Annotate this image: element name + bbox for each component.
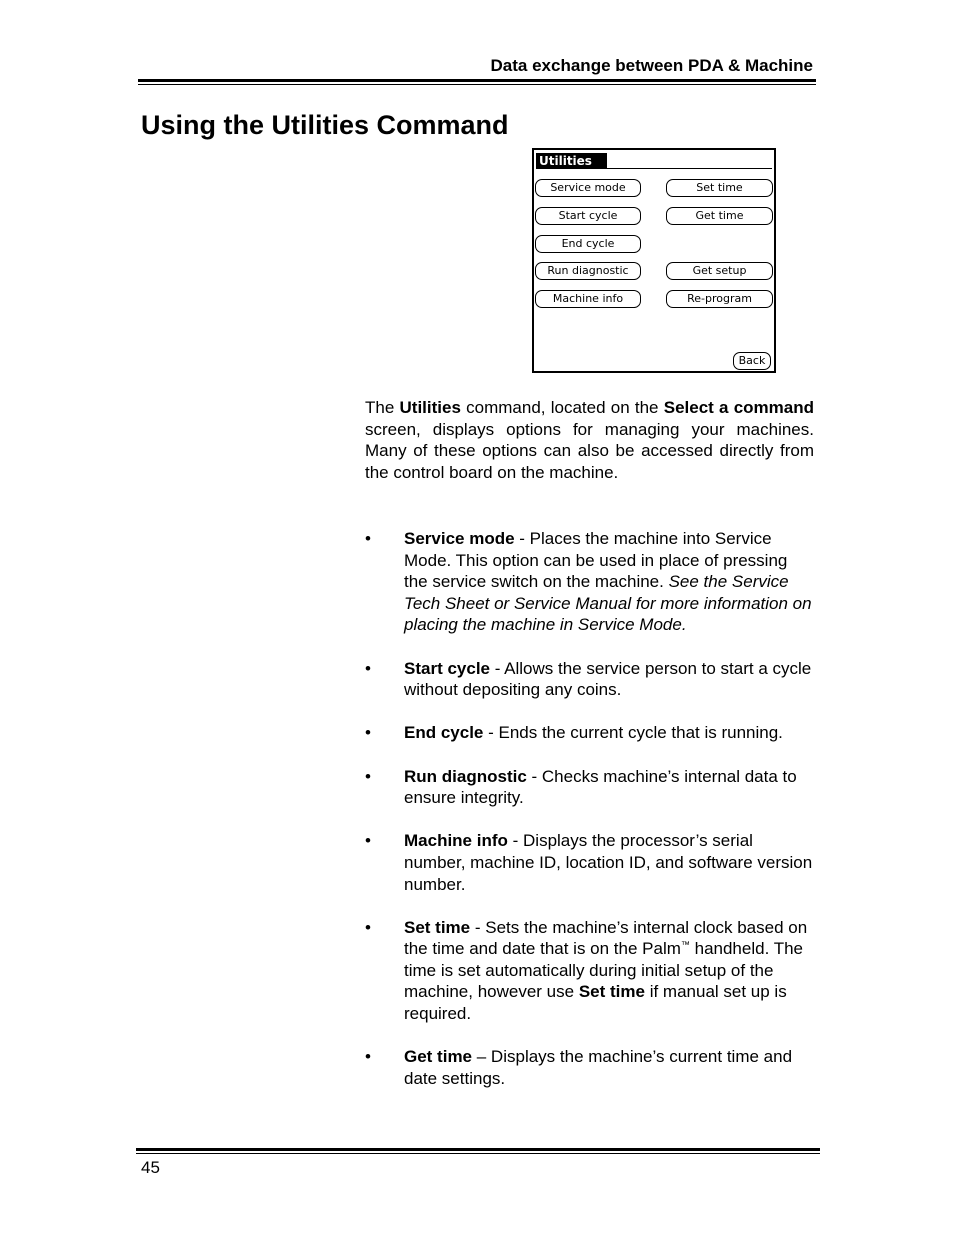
list-item-machine-info: [365, 830, 814, 895]
service-mode-button[interactable]: Service mode: [535, 179, 641, 197]
pda-screenshot: [532, 148, 776, 373]
list-item-get-time: [365, 1046, 814, 1089]
bullet-dot: •: [365, 831, 371, 851]
bullet-term: End cycle: [404, 723, 484, 743]
header-rule-thick: [138, 79, 816, 82]
running-header: Data exchange between PDA & Machine: [490, 56, 813, 75]
bullet-term: Get time: [404, 1047, 473, 1067]
run-diagnostic-button[interactable]: Run diagnostic: [535, 262, 641, 280]
list-item-end-cycle: [365, 722, 814, 744]
bullet-term: Service mode: [404, 529, 515, 548]
re-program-button[interactable]: Re-program: [666, 290, 773, 308]
page-number: 45: [141, 1158, 160, 1177]
bullet-term: Start cycle: [404, 658, 490, 678]
bullet-text: - Places the machine into Service Mode. This option can be used in place of pressing the service switch on the machine.: [404, 529, 788, 592]
get-setup-button[interactable]: Get setup: [666, 262, 773, 280]
footer-rule-thick: [136, 1148, 820, 1151]
trademark-symbol: ™: [680, 939, 690, 950]
bullet-term: Machine info: [404, 831, 508, 851]
list-item-run-diagnostic: [365, 766, 814, 809]
bullet-dot: •: [365, 766, 371, 786]
bullet-text: - Allows the service person to start a cycle without depositing any coins.: [404, 658, 812, 700]
bullet-term-2: Set time: [578, 982, 645, 1002]
set-time-button[interactable]: Set time: [666, 179, 773, 197]
back-button[interactable]: Back: [733, 352, 771, 370]
bullet-text-2: handheld. The time is set automatically during initial setup of the machine, however use: [404, 939, 804, 1002]
bullet-dot: •: [365, 1047, 371, 1067]
bullet-dot: •: [365, 723, 371, 743]
machine-info-button[interactable]: Machine info: [535, 290, 641, 308]
bullet-dot: •: [365, 658, 371, 678]
bullet-text: - Checks machine’s internal data to ensure integrity.: [404, 766, 797, 808]
header-rule-thin: [138, 84, 816, 85]
start-cycle-button[interactable]: Start cycle: [535, 207, 641, 225]
bullet-dot: •: [365, 529, 371, 548]
page-title: Using the Utilities Command: [141, 110, 509, 140]
list-item-set-time: [365, 917, 814, 1025]
intro-text-3: screen, displays options for managing your machines. Many of these options can also be accessed directly from the control board on the machine.: [365, 419, 814, 482]
intro-bold-select-command: Select a command: [663, 398, 814, 417]
bullet-text: - Ends the current cycle that is running.: [483, 723, 783, 743]
bullet-term: Set time: [404, 917, 471, 937]
intro-text-2: command, located on the: [460, 398, 664, 417]
list-item-start-cycle: [365, 658, 814, 701]
pda-title-underline: [536, 168, 772, 169]
bullet-term: Run diagnostic: [404, 766, 527, 786]
bullet-italic-note: See the Service Tech Sheet or Service Manual for more information on placing the machine in Service Mode.: [404, 572, 812, 635]
get-time-button[interactable]: Get time: [666, 207, 773, 225]
end-cycle-button[interactable]: End cycle: [535, 235, 641, 253]
bullet-text: - Displays the processor’s serial number, machine ID, location ID, and software version number.: [404, 831, 813, 894]
intro-bold-utilities: Utilities: [399, 398, 461, 417]
footer-rule-thin: [136, 1153, 820, 1154]
intro-paragraph: [365, 397, 814, 483]
bullet-text: – Displays the machine’s current time and date settings.: [404, 1047, 793, 1088]
utilities-bullet-list: [365, 528, 814, 1111]
bullet-text-3: if manual set up is required.: [404, 982, 787, 1024]
bullet-text: - Sets the machine’s internal clock based on the time and date that is on the Palm: [404, 917, 808, 959]
pda-title: Utilities: [536, 153, 607, 169]
list-item-service-mode: [365, 528, 814, 636]
intro-text-1: The: [365, 398, 400, 417]
bullet-dot: •: [365, 917, 371, 937]
